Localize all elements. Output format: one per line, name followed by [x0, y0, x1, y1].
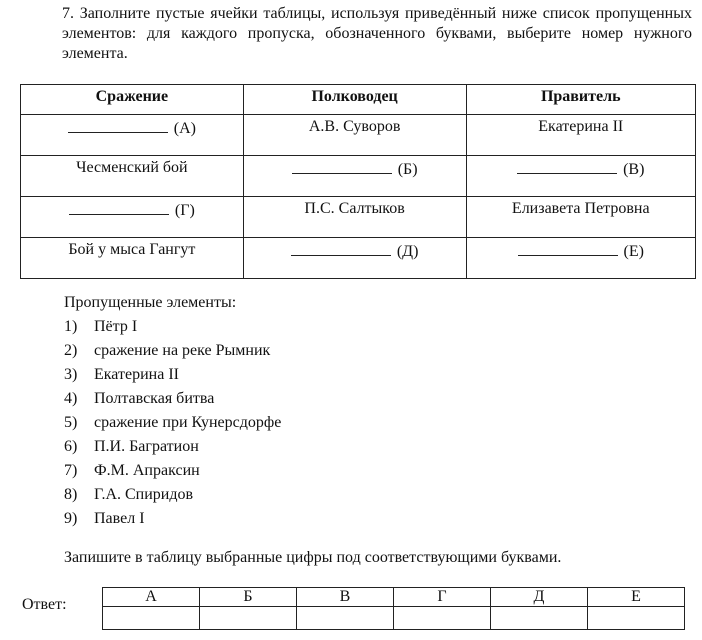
blank-line [68, 118, 168, 133]
item-number: 7) [64, 462, 78, 479]
item-text: сражение при Кунерсдорфе [94, 414, 282, 431]
cell-battle: Чесменский бой [21, 156, 244, 197]
task-text: 7. Заполните пустые ячейки таблицы, используя приведённый ниже список пропущенных элементов: для каждого пропуска, обозначенного буквами, выберите номер нужного элемента. [62, 5, 692, 62]
item-number: 8) [64, 486, 78, 503]
instruction-text: Запишите в таблицу выбранные цифры под соответствующими буквами. [64, 549, 562, 566]
list-item [64, 435, 281, 459]
table-row [21, 156, 696, 197]
options-title: Пропущенные элементы: [64, 294, 237, 311]
answer-cell-v[interactable] [297, 607, 394, 630]
answer-cell-d[interactable] [491, 607, 588, 630]
answer-input-row [103, 607, 685, 630]
task-table [20, 84, 696, 279]
header-commander: Полководец [243, 85, 466, 115]
answer-cell-b[interactable] [200, 607, 297, 630]
header-ruler: Правитель [466, 85, 696, 115]
answer-label: Ответ: [22, 596, 67, 613]
answer-letter-b: Б [200, 588, 297, 607]
cell-ruler-blank[interactable] [466, 156, 696, 197]
options-list [64, 315, 281, 531]
blank-letter: (А) [173, 120, 196, 137]
blank-letter: (Е) [623, 243, 644, 260]
answer-letter-v: В [297, 588, 394, 607]
answer-letters-row [103, 588, 685, 607]
blank-letter: (В) [623, 161, 645, 178]
item-text: Ф.М. Апраксин [94, 462, 200, 479]
cell-commander: А.В. Суворов [243, 115, 466, 156]
cell-commander-blank[interactable] [243, 156, 466, 197]
item-text: Пётр I [94, 318, 138, 335]
item-text: П.И. Багратион [94, 438, 199, 455]
cell-battle-blank[interactable] [21, 197, 244, 238]
item-number: 9) [64, 510, 78, 527]
table-row [21, 238, 696, 279]
item-number: 5) [64, 414, 78, 431]
cell-ruler: Елизавета Петровна [466, 197, 696, 238]
list-item [64, 459, 281, 483]
table-row [21, 115, 696, 156]
list-item [64, 507, 281, 531]
answer-cell-g[interactable] [394, 607, 491, 630]
item-text: Полтавская битва [94, 390, 215, 407]
blank-letter: (Д) [396, 243, 419, 260]
answer-letter-e: Е [588, 588, 685, 607]
item-number: 3) [64, 366, 78, 383]
cell-ruler: Екатерина II [466, 115, 696, 156]
answer-letter-d: Д [491, 588, 588, 607]
item-text: Павел I [94, 510, 145, 527]
list-item [64, 411, 281, 435]
item-number: 1) [64, 318, 78, 335]
list-item [64, 315, 281, 339]
item-number: 6) [64, 438, 78, 455]
cell-commander: П.С. Салтыков [243, 197, 466, 238]
item-number: 2) [64, 342, 78, 359]
item-number: 4) [64, 390, 78, 407]
answer-cell-a[interactable] [103, 607, 200, 630]
cell-battle: Бой у мыса Гангут [21, 238, 244, 279]
list-item [64, 339, 281, 363]
table-row [21, 197, 696, 238]
item-text: Екатерина II [94, 366, 179, 383]
item-text: Г.А. Спиридов [94, 486, 194, 503]
answer-letter-a: А [103, 588, 200, 607]
list-item [64, 363, 281, 387]
blank-line [292, 159, 392, 174]
item-text: сражение на реке Рымник [94, 342, 271, 359]
answer-letter-g: Г [394, 588, 491, 607]
blank-line [517, 159, 617, 174]
header-battle: Сражение [21, 85, 244, 115]
blank-line [518, 241, 618, 256]
blank-letter: (Б) [397, 161, 418, 178]
answer-table [102, 587, 685, 630]
cell-battle-blank[interactable] [21, 115, 244, 156]
blank-letter: (Г) [174, 202, 195, 219]
cell-ruler-blank[interactable] [466, 238, 696, 279]
blank-line [69, 200, 169, 215]
list-item [64, 483, 281, 507]
blank-line [291, 241, 391, 256]
list-item [64, 387, 281, 411]
cell-commander-blank[interactable] [243, 238, 466, 279]
table-header-row [21, 85, 696, 115]
answer-cell-e[interactable] [588, 607, 685, 630]
